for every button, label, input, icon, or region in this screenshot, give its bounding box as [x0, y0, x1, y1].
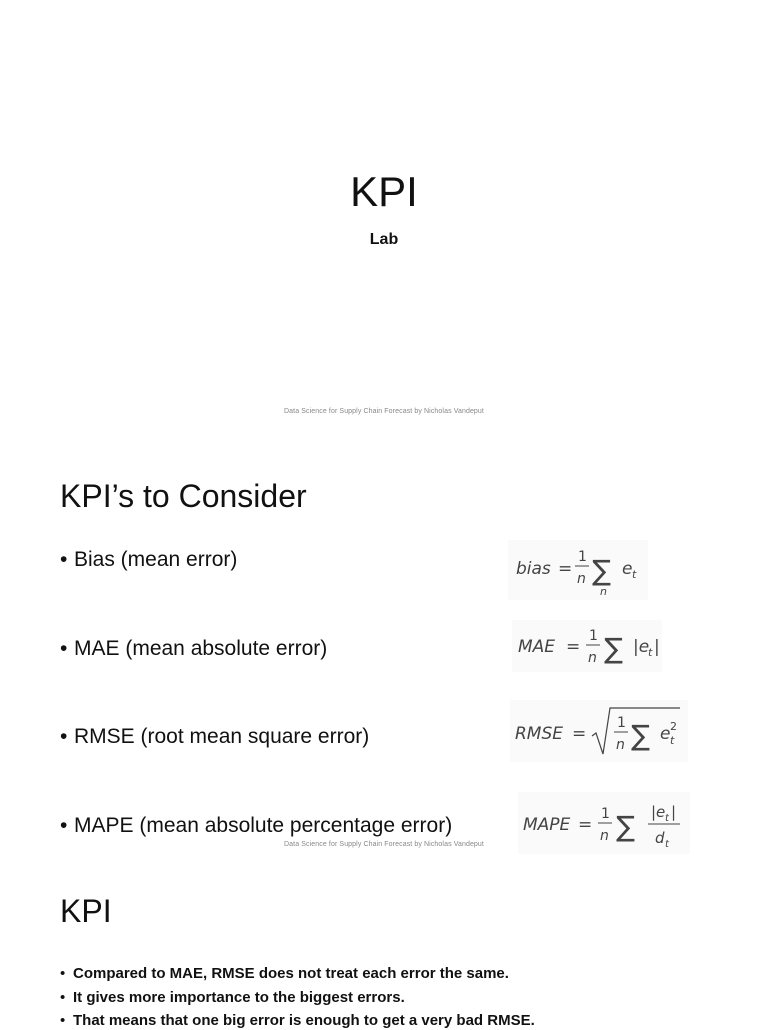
formula-term-subscript: t: [632, 568, 637, 581]
formula-term: |e: [633, 637, 650, 657]
slide-footer: Data Science for Supply Chain Forecast by Nicholas Vandeput: [284, 841, 484, 848]
formula-denominator: n: [600, 828, 609, 844]
bullet-dot: •: [60, 548, 68, 571]
formula-term-subscript: t: [670, 734, 675, 747]
bullet-text: That means that one big error is enough to get a very bad RMSE.: [73, 1012, 535, 1029]
svg-text:∑: ∑: [616, 810, 635, 843]
formula-lhs: bias: [516, 559, 551, 579]
svg-text:=: =: [572, 724, 587, 744]
sum-subscript: n: [600, 585, 607, 598]
formula-numerator: 1: [589, 628, 598, 644]
svg-text:∑: ∑: [592, 554, 611, 587]
formula-lhs: RMSE: [515, 724, 564, 744]
slide-subtitle: Lab: [369, 231, 399, 248]
bullet-dot: •: [60, 989, 66, 1006]
bullet-text: Bias (mean error): [74, 548, 238, 571]
formula-denominator: n: [616, 737, 625, 753]
bullet-dot: •: [60, 965, 66, 982]
bullet-text: RMSE (root mean square error): [74, 725, 370, 748]
bullet-dot: •: [60, 1012, 66, 1029]
formula-term: e: [622, 559, 633, 579]
formula-denominator: n: [588, 650, 597, 666]
svg-text:∑: ∑: [604, 632, 623, 665]
bullet-item: [60, 989, 405, 1007]
bullet-item: [60, 1012, 535, 1030]
formula-lhs: MAPE: [523, 815, 571, 835]
svg-text:∑: ∑: [631, 719, 650, 752]
formula-term-superscript: 2: [670, 720, 677, 733]
svg-text:=: =: [566, 637, 581, 657]
slide-title: KPI: [350, 168, 418, 215]
bias-formula: [508, 540, 648, 600]
formula-term-subscript: t: [648, 646, 653, 659]
formula-term: e: [660, 724, 671, 744]
formula-numerator: 1: [617, 715, 626, 731]
formula-numerator: 1: [601, 806, 610, 822]
formula-term-end: |: [654, 637, 660, 657]
slide-heading: KPI’s to Consider: [60, 478, 307, 514]
fraction-numerator-end: |: [671, 803, 677, 821]
bullet-dot: •: [60, 725, 68, 748]
bullet-item: [60, 725, 369, 749]
fraction-numerator-subscript: t: [665, 813, 669, 824]
slide-footer: Data Science for Supply Chain Forecast by Nicholas Vandeput: [284, 408, 484, 415]
rmse-formula: [510, 700, 688, 762]
bullet-text: MAE (mean absolute error): [74, 637, 328, 660]
fraction-denominator: d: [655, 829, 665, 847]
formula-lhs: MAE: [518, 637, 556, 657]
bullet-item: [60, 965, 509, 983]
fraction-denominator-subscript: t: [665, 839, 669, 850]
formula-numerator: 1: [578, 549, 587, 565]
bullet-dot: •: [60, 814, 68, 837]
bullet-text: MAPE (mean absolute percentage error): [74, 814, 453, 837]
mae-formula: [512, 620, 662, 672]
svg-text:=: =: [578, 815, 593, 835]
bullet-item: [60, 548, 237, 572]
slide-heading: KPI: [60, 893, 112, 929]
bullet-text: It gives more importance to the biggest errors.: [73, 989, 405, 1006]
bullet-item: [60, 637, 327, 661]
formula-denominator: n: [577, 571, 586, 587]
svg-text:=: =: [558, 559, 573, 579]
bullet-dot: •: [60, 637, 68, 660]
bullet-item: [60, 814, 452, 838]
fraction-numerator: |e: [651, 803, 666, 821]
bullet-text: Compared to MAE, RMSE does not treat each error the same.: [73, 965, 509, 982]
